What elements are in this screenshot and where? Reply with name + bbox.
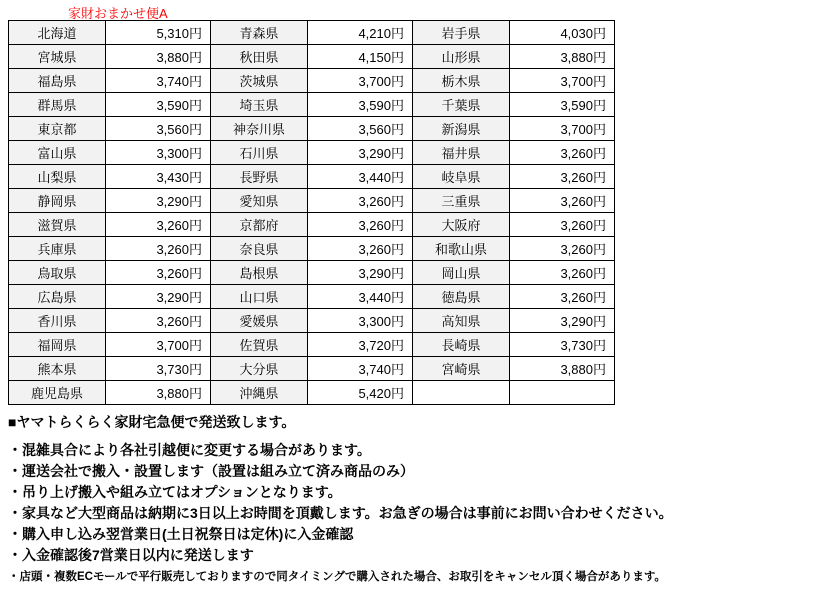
table-row	[9, 213, 615, 237]
price-cell: 3,700円	[510, 69, 615, 93]
prefecture-cell: 栃木県	[413, 69, 510, 93]
table-row	[9, 333, 615, 357]
notes-heading: ■ヤマトらくらく家財宅急便で発送致します。	[8, 414, 296, 430]
table-row	[9, 189, 615, 213]
table-row	[9, 309, 615, 333]
prefecture-cell: 秋田県	[211, 45, 308, 69]
price-cell: 3,260円	[510, 261, 615, 285]
prefecture-cell: 山梨県	[9, 165, 106, 189]
prefecture-cell: 石川県	[211, 141, 308, 165]
prefecture-cell: 島根県	[211, 261, 308, 285]
price-cell: 3,700円	[510, 117, 615, 141]
price-cell: 3,700円	[106, 333, 211, 357]
prefecture-cell: 京都府	[211, 213, 308, 237]
price-cell: 3,440円	[308, 165, 413, 189]
prefecture-cell: 鹿児島県	[9, 381, 106, 405]
note-line: ・入金確認後7営業日以内に発送します	[8, 547, 254, 563]
prefecture-cell: 滋賀県	[9, 213, 106, 237]
price-cell: 5,310円	[106, 21, 211, 45]
price-cell: 3,260円	[308, 213, 413, 237]
price-cell: 3,590円	[106, 93, 211, 117]
prefecture-cell: 愛知県	[211, 189, 308, 213]
prefecture-cell: 大阪府	[413, 213, 510, 237]
price-cell: 3,290円	[510, 309, 615, 333]
prefecture-cell: 新潟県	[413, 117, 510, 141]
prefecture-cell: 沖縄県	[211, 381, 308, 405]
prefecture-cell: 東京都	[9, 117, 106, 141]
price-cell: 3,700円	[308, 69, 413, 93]
price-cell: 3,880円	[510, 357, 615, 381]
price-cell: 3,300円	[106, 141, 211, 165]
prefecture-cell: 三重県	[413, 189, 510, 213]
prefecture-cell: 徳島県	[413, 285, 510, 309]
note-line: ・購入申し込み翌営業日(土日祝祭日は定休)に入金確認	[8, 526, 354, 542]
prefecture-cell: 静岡県	[9, 189, 106, 213]
table-row	[9, 285, 615, 309]
prefecture-cell: 茨城県	[211, 69, 308, 93]
price-cell: 3,740円	[106, 69, 211, 93]
table-row	[9, 69, 615, 93]
price-cell: 4,030円	[510, 21, 615, 45]
note-line: ・運送会社で搬入・設置します（設置は組み立て済み商品のみ）	[8, 463, 414, 479]
prefecture-cell: 和歌山県	[413, 237, 510, 261]
price-cell: 3,290円	[106, 189, 211, 213]
prefecture-cell: 神奈川県	[211, 117, 308, 141]
prefecture-cell: 山形県	[413, 45, 510, 69]
table-row	[9, 261, 615, 285]
price-cell: 3,260円	[510, 237, 615, 261]
note-line: ・家具など大型商品は納期に3日以上お時間を頂戴します。お急ぎの場合は事前にお問い合わせください。	[8, 505, 673, 521]
table-row	[9, 21, 615, 45]
price-cell: 3,730円	[106, 357, 211, 381]
prefecture-cell: 宮崎県	[413, 357, 510, 381]
price-cell: 3,290円	[106, 285, 211, 309]
price-cell: 4,210円	[308, 21, 413, 45]
notes-section	[8, 412, 808, 586]
price-cell: 3,260円	[308, 237, 413, 261]
prefecture-cell: 千葉県	[413, 93, 510, 117]
prefecture-cell: 青森県	[211, 21, 308, 45]
prefecture-cell: 埼玉県	[211, 93, 308, 117]
price-cell: 3,260円	[510, 165, 615, 189]
price-cell: 3,260円	[106, 261, 211, 285]
prefecture-cell: 鳥取県	[9, 261, 106, 285]
price-cell: 3,720円	[308, 333, 413, 357]
price-cell: 4,150円	[308, 45, 413, 69]
table-row	[9, 141, 615, 165]
prefecture-cell: 愛媛県	[211, 309, 308, 333]
prefecture-cell: 岐阜県	[413, 165, 510, 189]
price-cell: 3,740円	[308, 357, 413, 381]
price-cell: 3,260円	[510, 189, 615, 213]
price-cell: 3,880円	[106, 45, 211, 69]
prefecture-cell: 奈良県	[211, 237, 308, 261]
price-cell: 3,440円	[308, 285, 413, 309]
prefecture-cell: 兵庫県	[9, 237, 106, 261]
price-cell: 3,590円	[510, 93, 615, 117]
prefecture-cell: 福井県	[413, 141, 510, 165]
price-cell: 3,560円	[106, 117, 211, 141]
table-row	[9, 381, 615, 405]
price-cell: 3,260円	[510, 213, 615, 237]
price-cell: 3,730円	[510, 333, 615, 357]
prefecture-cell: 長野県	[211, 165, 308, 189]
table-row	[9, 237, 615, 261]
prefecture-cell: 北海道	[9, 21, 106, 45]
prefecture-cell: 岩手県	[413, 21, 510, 45]
table-row	[9, 117, 615, 141]
prefecture-cell: 福島県	[9, 69, 106, 93]
prefecture-cell: 長崎県	[413, 333, 510, 357]
price-cell: 3,290円	[308, 141, 413, 165]
price-cell: 3,260円	[106, 237, 211, 261]
prefecture-cell: 佐賀県	[211, 333, 308, 357]
prefecture-cell: 宮城県	[9, 45, 106, 69]
price-cell: 3,260円	[510, 285, 615, 309]
prefecture-cell: 広島県	[9, 285, 106, 309]
note-line: ・混雑具合により各社引越便に変更する場合があります。	[8, 442, 371, 458]
table-body	[9, 21, 615, 405]
note-line-small: ・店頭・複数ECモールで平行販売しておりますので同タイミングで購入された場合、お取引をキャンセル頂く場合があります。	[8, 571, 666, 583]
price-cell: 3,260円	[510, 141, 615, 165]
price-cell: 3,880円	[510, 45, 615, 69]
prefecture-cell: 高知県	[413, 309, 510, 333]
prefecture-cell: 熊本県	[9, 357, 106, 381]
price-cell: 3,880円	[106, 381, 211, 405]
price-cell: 3,290円	[308, 261, 413, 285]
table-row	[9, 93, 615, 117]
prefecture-cell: 大分県	[211, 357, 308, 381]
page-title: 家財おまかせ便A	[68, 6, 168, 21]
prefecture-cell: 山口県	[211, 285, 308, 309]
shipping-rate-table	[8, 20, 615, 405]
prefecture-cell: 富山県	[9, 141, 106, 165]
price-cell: 3,260円	[106, 213, 211, 237]
price-cell: 3,560円	[308, 117, 413, 141]
table-row	[9, 165, 615, 189]
table-row	[9, 45, 615, 69]
prefecture-cell: 香川県	[9, 309, 106, 333]
prefecture-cell: 福岡県	[9, 333, 106, 357]
empty-cell	[510, 381, 615, 405]
table-row	[9, 357, 615, 381]
prefecture-cell: 群馬県	[9, 93, 106, 117]
price-cell: 3,260円	[106, 309, 211, 333]
note-line: ・吊り上げ搬入や組み立てはオプションとなります。	[8, 484, 342, 500]
price-cell: 5,420円	[308, 381, 413, 405]
prefecture-cell: 岡山県	[413, 261, 510, 285]
price-cell: 3,300円	[308, 309, 413, 333]
empty-cell	[413, 381, 510, 405]
price-cell: 3,430円	[106, 165, 211, 189]
price-cell: 3,260円	[308, 189, 413, 213]
price-cell: 3,590円	[308, 93, 413, 117]
